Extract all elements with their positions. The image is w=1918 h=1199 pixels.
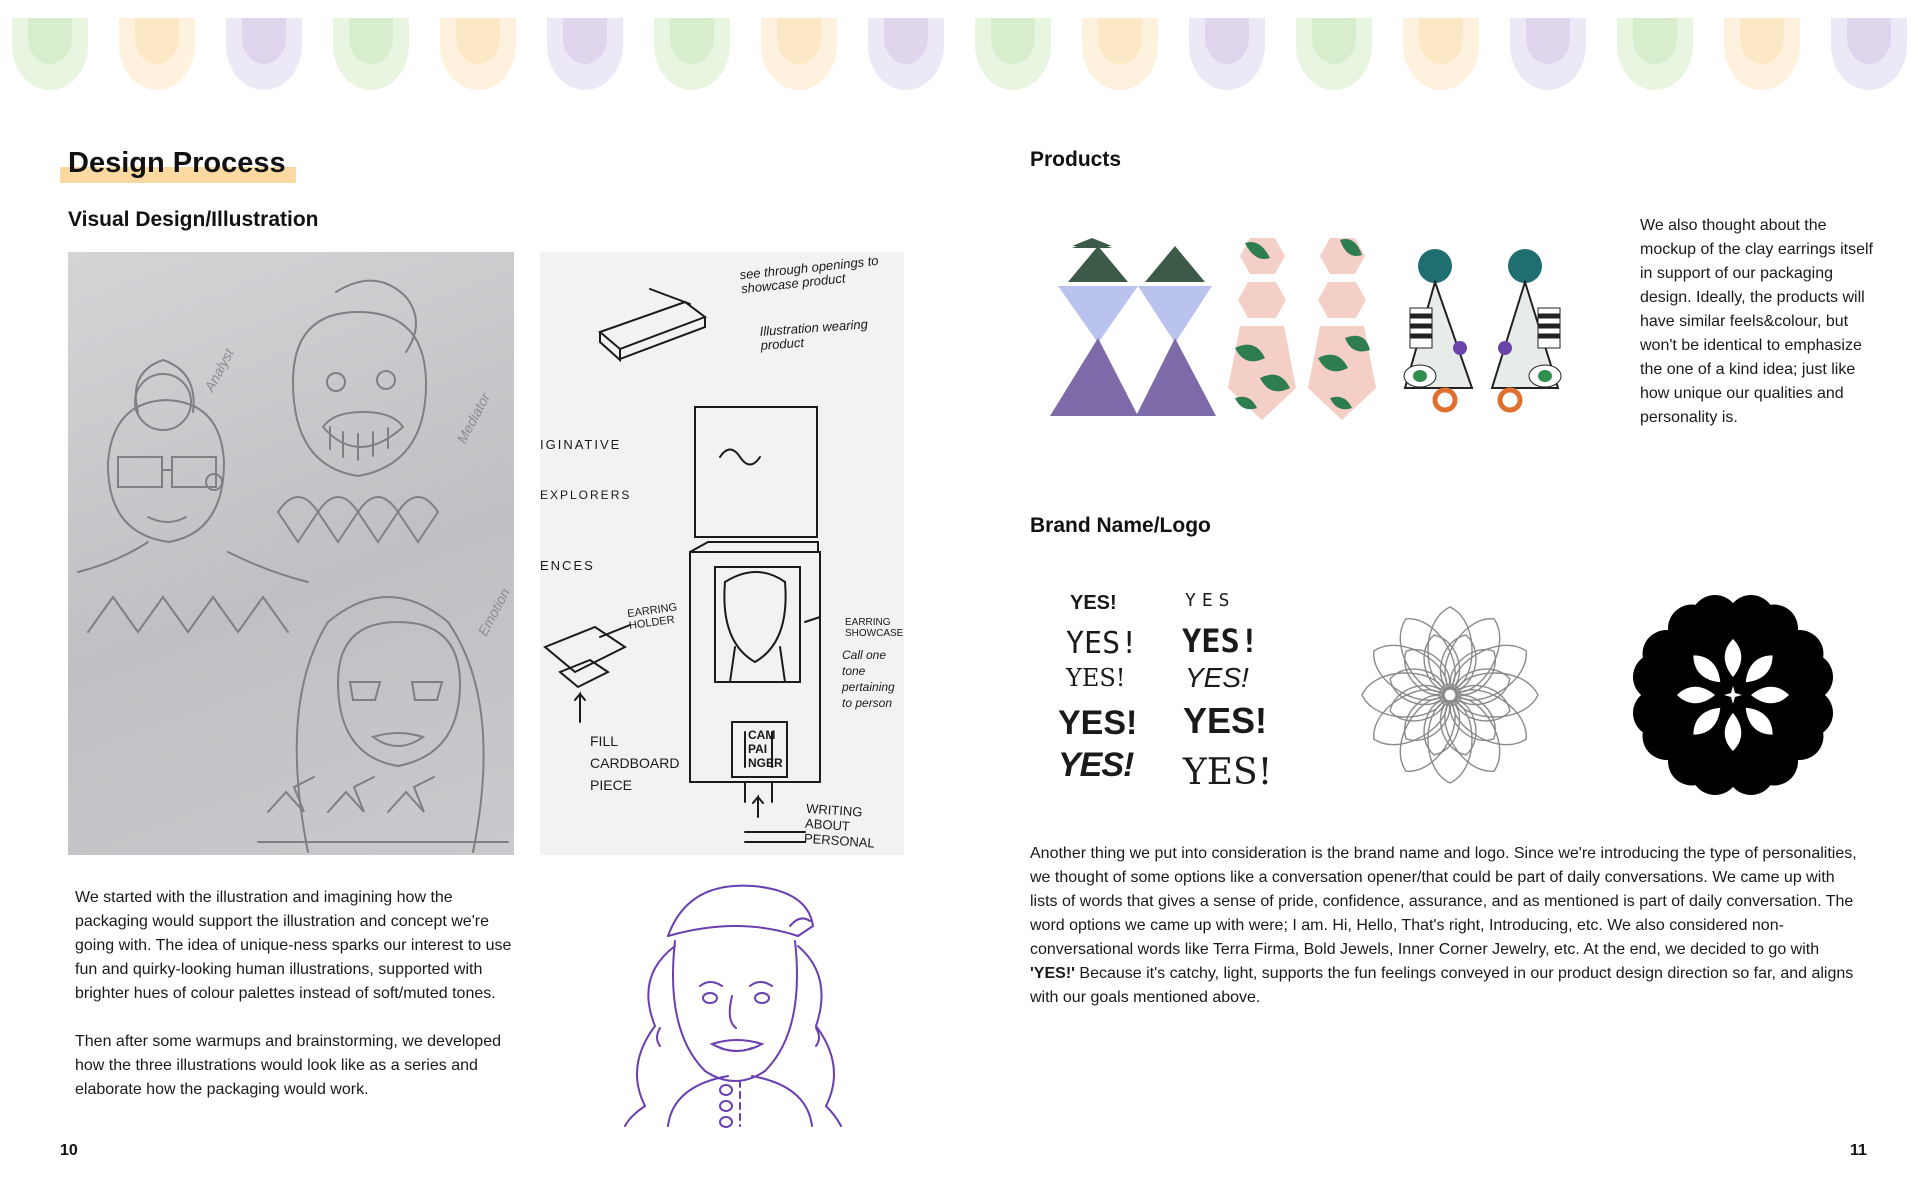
arch-motif — [654, 18, 730, 90]
logo-word-8: YES! — [1185, 662, 1249, 693]
sketch-note-showcase: see through openings to showcase product — [738, 252, 880, 297]
brand-text-end: Because it's catchy, light, supports the fun feelings conveyed in our product design direction so far, and aligns with our goals mentioned above. — [1030, 965, 1854, 1006]
logo-word-3: YES! — [1066, 664, 1126, 692]
page-title: Design Process — [60, 143, 296, 183]
logo-word-7: YES! — [1182, 622, 1260, 660]
logo-word-5: YES! — [1058, 746, 1134, 784]
sketch-note-fill-cardboard: FILL CARDBOARD PIECE — [590, 733, 680, 793]
geometric-earring-left — [1404, 249, 1472, 410]
sketch-note-writing: WRITING ABOUT PERSONAL — [803, 800, 876, 851]
arch-motif — [975, 18, 1051, 90]
logo-word-2: YES! — [1066, 626, 1139, 661]
outline-petal — [1456, 673, 1538, 717]
purple-character-illustration — [620, 876, 860, 1128]
page-number-right: 11 — [1850, 1142, 1867, 1159]
arch-motif — [12, 18, 88, 90]
outline-petal — [1362, 673, 1444, 717]
geometric-earring-right — [1492, 249, 1561, 410]
outline-petal — [1428, 607, 1472, 689]
arch-motif — [868, 18, 944, 90]
flower-outline-logo — [1355, 600, 1545, 790]
arch-motif — [1082, 18, 1158, 90]
arch-motif — [1831, 18, 1907, 90]
arch-motif — [226, 18, 302, 90]
sketch-note-ences: ENCES — [540, 558, 595, 573]
section-heading-visual-design: Visual Design/Illustration — [68, 208, 319, 231]
arch-motif — [1403, 18, 1479, 90]
arch-motif — [1724, 18, 1800, 90]
brand-paragraph — [1030, 842, 1860, 1010]
logo-word-6: YES — [1185, 590, 1236, 611]
arch-motif — [1617, 18, 1693, 90]
sketch-note-campaigner: CAM PAI NGER — [748, 728, 783, 770]
sketch-label-emotion: Emotion — [474, 585, 513, 639]
sketch-note-explorers: EXPLORERS — [540, 488, 632, 502]
logo-word-1: YES! — [1070, 592, 1117, 614]
sketch-note-illustration: Illustration wearing product — [759, 316, 869, 353]
sketch-label-analyst: Analyst — [201, 345, 237, 395]
sketch-note-earring-showcase: EARRING SHOWCASE — [845, 617, 904, 639]
left-paragraph-2: Then after some warmups and brainstorming, we developed how the three illustrations would look like as a series and elaborate how the packaging would work. — [75, 1033, 501, 1098]
arch-motif — [333, 18, 409, 90]
sketch-label-mediator: Mediator — [453, 390, 494, 446]
section-heading-brand: Brand Name/Logo — [1030, 514, 1211, 537]
sketch-note-call-one: Call one tone pertaining to person — [842, 648, 895, 710]
arch-motif — [1189, 18, 1265, 90]
left-paragraph-1: We started with the illustration and imagining how the packaging would support the illustration and concept we're going with. The idea of unique-ness sparks our interest to use fun and quirky-looking human illustrations, supported with brighter hues of colour palettes instead of soft/muted tones. — [75, 889, 512, 1002]
leaf-earring-right — [1308, 238, 1376, 420]
triangle-earring-right — [1136, 246, 1216, 416]
logo-word-10: YES! — [1183, 752, 1273, 793]
leaf-earring-left — [1228, 238, 1296, 420]
products-paragraph: We also thought about the mockup of the clay earrings itself in support of our packaging design. Ideally, the products will have similar feels&colour, but won't be identical to emphasize the one of a kind idea; just like how unique our qualities and personality is. — [1640, 217, 1873, 426]
decorative-arch-border — [0, 0, 1918, 100]
triangle-earring-left — [1050, 238, 1138, 416]
brand-name-highlight: 'YES!' — [1030, 965, 1075, 982]
section-heading-products: Products — [1030, 148, 1122, 171]
brand-text-start: Another thing we put into consideration is the brand name and logo. Since we're introducing the type of personalities, we thought of some options like a conversation opener/that could be part of daily conversations. We came up with lists of words that gives a sense of pride, confidence, assurance, and as mentioned is part of daily conversation. The word options we came up with were; I am. Hi, Hello, That's right, Introducing, etc. We also considered non-conversational words like Terra Firma, Bold Jewels, Inner Corner Jewelry, etc. At the end, we decided to go with — [1030, 845, 1857, 958]
sketch-note-imaginative: IGINATIVE — [540, 437, 622, 452]
sketch-note-earring-holder: EARRING HOLDER — [626, 601, 678, 633]
flower-solid-logo — [1630, 592, 1836, 798]
earring-mockups — [1040, 238, 1580, 438]
logo-word-9: YES! — [1183, 700, 1268, 741]
outline-petal — [1428, 701, 1472, 783]
pencil-sketch-photo — [68, 252, 514, 855]
arch-motif — [119, 18, 195, 90]
logo-word-4: YES! — [1058, 704, 1138, 742]
arch-motif — [440, 18, 516, 90]
arch-motif — [1510, 18, 1586, 90]
arch-motif — [1296, 18, 1372, 90]
arch-motif — [761, 18, 837, 90]
arch-motif — [547, 18, 623, 90]
ink-sketch-photo — [540, 252, 904, 855]
page-number-left: 10 — [60, 1142, 78, 1159]
